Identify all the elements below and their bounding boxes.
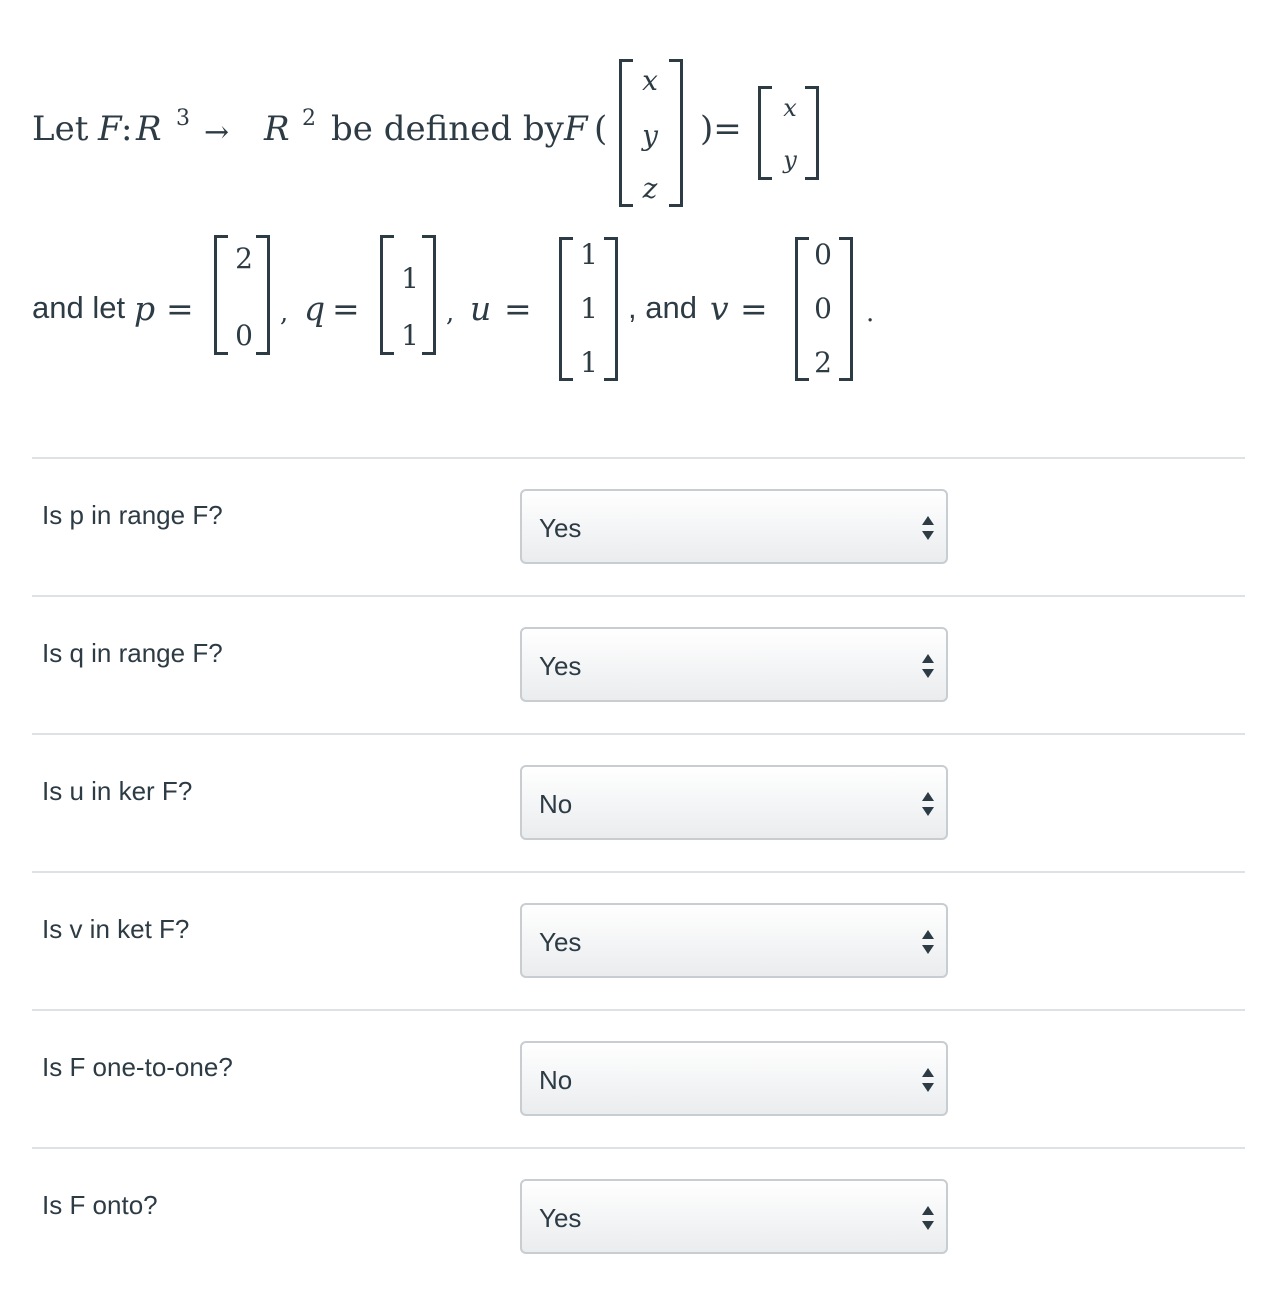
select-arrows-icon bbox=[920, 1065, 936, 1095]
divider bbox=[32, 1009, 1245, 1011]
equals-symbol: = bbox=[504, 289, 532, 328]
vector-entry: 2 bbox=[814, 346, 832, 379]
vector-entry: 1 bbox=[580, 346, 598, 379]
function-f-symbol: F bbox=[98, 109, 122, 149]
function-f-call-symbol: F bbox=[564, 109, 588, 149]
selected-value: Yes bbox=[539, 513, 582, 543]
defined-by-text: be defined by bbox=[331, 109, 564, 149]
selected-value: No bbox=[539, 1065, 573, 1095]
close-paren-equals: )= bbox=[700, 109, 742, 149]
period: . bbox=[866, 298, 875, 328]
selected-value: No bbox=[539, 789, 573, 819]
right-bracket bbox=[805, 86, 819, 180]
vector-entry: 1 bbox=[580, 292, 598, 325]
question-label: Is u in ker F? bbox=[42, 776, 193, 806]
select-arrows-icon bbox=[920, 651, 936, 681]
let-text: Let bbox=[32, 109, 89, 149]
divider bbox=[32, 871, 1245, 873]
right-bracket bbox=[604, 237, 618, 381]
arrow-symbol: → bbox=[204, 115, 230, 150]
answer-select[interactable] bbox=[520, 1041, 948, 1116]
selected-value: Yes bbox=[539, 927, 582, 957]
vector-entry: y bbox=[783, 146, 797, 174]
and-let-text: and let bbox=[32, 290, 126, 325]
question-label: Is F onto? bbox=[42, 1190, 158, 1220]
selected-value: Yes bbox=[539, 651, 582, 681]
question-label: Is q in range F? bbox=[42, 638, 223, 668]
and-text: , and bbox=[628, 290, 697, 325]
codomain-r-symbol: R bbox=[264, 109, 290, 149]
right-bracket bbox=[422, 235, 436, 355]
answer-select[interactable] bbox=[520, 1179, 948, 1254]
codomain-exponent: 2 bbox=[302, 106, 316, 131]
vector-entry: 1 bbox=[580, 238, 598, 271]
open-paren: ( bbox=[594, 109, 608, 149]
right-bracket bbox=[256, 235, 270, 355]
vector-entry: 2 bbox=[235, 242, 253, 275]
q-symbol: q bbox=[304, 289, 326, 328]
vector-entry: 1 bbox=[401, 319, 419, 352]
equals-symbol: = bbox=[166, 289, 194, 328]
comma-separator: , bbox=[280, 298, 289, 328]
vector-entry: x bbox=[783, 94, 797, 122]
divider bbox=[32, 595, 1245, 597]
domain-exponent: 3 bbox=[176, 106, 190, 131]
vector-entry: x bbox=[642, 64, 658, 97]
p-symbol: p bbox=[134, 289, 156, 328]
right-bracket bbox=[669, 59, 683, 207]
question-label: Is F one-to-one? bbox=[42, 1052, 233, 1082]
select-arrows-icon bbox=[920, 789, 936, 819]
vector-entry: 0 bbox=[814, 292, 832, 325]
vector-entry: 1 bbox=[401, 262, 419, 295]
selected-value: Yes bbox=[539, 1203, 582, 1233]
answer-select[interactable] bbox=[520, 627, 948, 702]
select-arrows-icon bbox=[920, 927, 936, 957]
vector-entry: z bbox=[642, 172, 658, 205]
divider bbox=[32, 1147, 1245, 1149]
vector-entry: y bbox=[642, 119, 658, 152]
equals-symbol: = bbox=[740, 289, 768, 328]
answer-select[interactable] bbox=[520, 903, 948, 978]
vector-entry: 0 bbox=[814, 238, 832, 271]
select-arrows-icon bbox=[920, 1203, 936, 1233]
vector-entry: 0 bbox=[235, 319, 253, 352]
colon-symbol: : bbox=[121, 109, 133, 149]
u-symbol: u bbox=[470, 289, 492, 328]
divider bbox=[32, 457, 1245, 459]
question-label: Is p in range F? bbox=[42, 500, 223, 530]
divider bbox=[32, 733, 1245, 735]
comma-separator: , bbox=[446, 298, 455, 328]
right-bracket bbox=[839, 237, 853, 381]
answer-select[interactable] bbox=[520, 489, 948, 564]
domain-r-symbol: R bbox=[136, 109, 162, 149]
v-symbol: v bbox=[710, 289, 729, 328]
select-arrows-icon bbox=[920, 513, 936, 543]
equals-symbol: = bbox=[332, 289, 360, 328]
question-label: Is v in ket F? bbox=[42, 914, 190, 944]
answer-select[interactable] bbox=[520, 765, 948, 840]
